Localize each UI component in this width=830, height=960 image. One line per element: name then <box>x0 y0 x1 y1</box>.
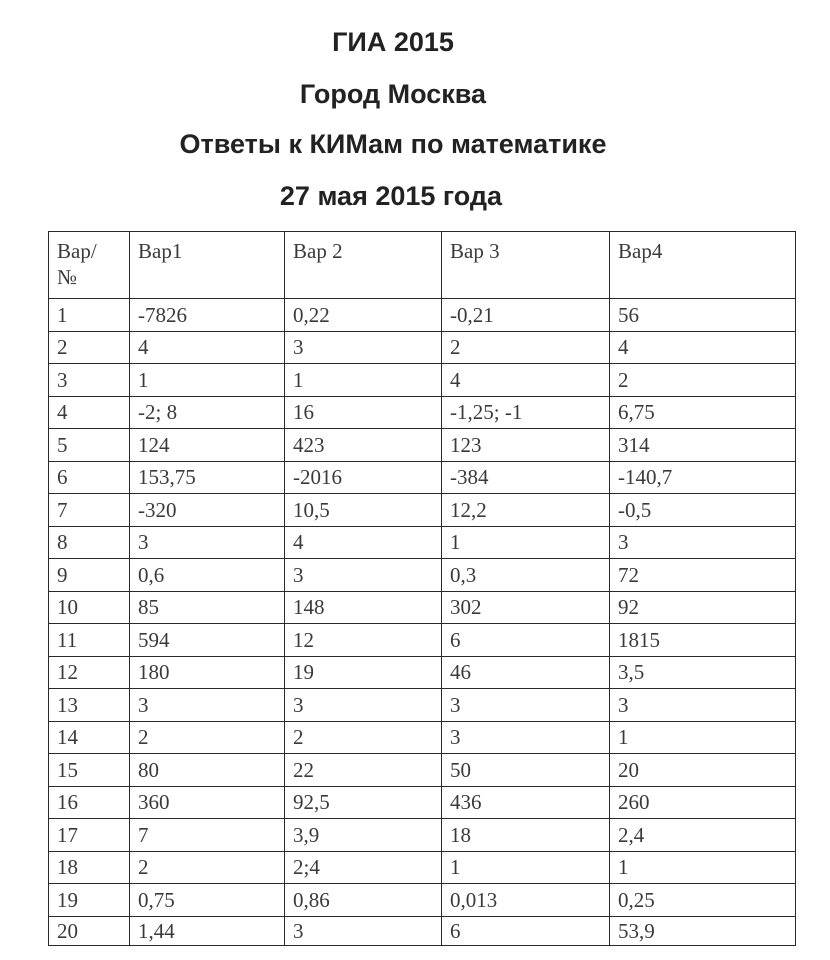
variant-3-cell: 50 <box>442 754 610 787</box>
variant-2-header: Вар 2 <box>285 232 442 299</box>
variant-1-cell: 3 <box>130 526 285 559</box>
table-row <box>49 364 796 397</box>
variant-1-cell: 0,75 <box>130 884 285 917</box>
variant-3-header: Вар 3 <box>442 232 610 299</box>
variant-4-cell: 1815 <box>610 624 796 657</box>
variant-4-cell: 53,9 <box>610 916 796 945</box>
variant-4-cell: 6,75 <box>610 396 796 429</box>
city-title: Город Москва <box>299 79 487 109</box>
variant-4-cell: 4 <box>610 331 796 364</box>
table-row <box>49 591 796 624</box>
exam-title: ГИА 2015 <box>332 27 454 57</box>
table-row <box>49 851 796 884</box>
question-number-cell: 17 <box>49 819 130 852</box>
variant-4-header: Вар4 <box>610 232 796 299</box>
variant-3-cell: 0,013 <box>442 884 610 917</box>
variant-1-cell: 85 <box>130 591 285 624</box>
variant-3-cell: 0,3 <box>442 559 610 592</box>
variant-2-cell: 12 <box>285 624 442 657</box>
variant-3-cell: 1 <box>442 526 610 559</box>
variant-1-cell: 7 <box>130 819 285 852</box>
variant-4-cell: 2,4 <box>610 819 796 852</box>
variant-1-cell: 4 <box>130 331 285 364</box>
question-number-cell: 19 <box>49 884 130 917</box>
table-body <box>49 299 796 946</box>
variant-3-cell: 2 <box>442 331 610 364</box>
question-number-cell: 10 <box>49 591 130 624</box>
subject-title: Ответы к КИМам по математике <box>179 129 607 159</box>
variant-3-cell: 6 <box>442 916 610 945</box>
variant-1-cell: -320 <box>130 494 285 527</box>
table-row <box>49 721 796 754</box>
table-row <box>49 656 796 689</box>
table-row <box>49 786 796 819</box>
question-number-cell: 8 <box>49 526 130 559</box>
variant-2-cell: -2016 <box>285 461 442 494</box>
variant-4-cell: 2 <box>610 364 796 397</box>
table-row <box>49 396 796 429</box>
variant-2-cell: 19 <box>285 656 442 689</box>
variant-1-cell: 2 <box>130 721 285 754</box>
table-row <box>49 624 796 657</box>
variant-4-cell: 0,25 <box>610 884 796 917</box>
variant-2-cell: 1 <box>285 364 442 397</box>
variant-1-cell: -2; 8 <box>130 396 285 429</box>
question-number-cell: 11 <box>49 624 130 657</box>
variant-2-cell: 423 <box>285 429 442 462</box>
variant-2-cell: 2;4 <box>285 851 442 884</box>
variant-4-cell: 314 <box>610 429 796 462</box>
question-number-cell: 7 <box>49 494 130 527</box>
question-number-cell: 18 <box>49 851 130 884</box>
variant-2-cell: 0,22 <box>285 299 442 332</box>
variant-1-cell: 360 <box>130 786 285 819</box>
variant-3-cell: 6 <box>442 624 610 657</box>
question-number-cell: 9 <box>49 559 130 592</box>
variant-1-cell: 1,44 <box>130 916 285 945</box>
variant-4-cell: 3 <box>610 526 796 559</box>
variant-1-header: Вар1 <box>130 232 285 299</box>
variant-3-cell: 302 <box>442 591 610 624</box>
table-row <box>49 559 796 592</box>
table-header-row <box>49 232 796 299</box>
table-row <box>49 754 796 787</box>
question-number-cell: 14 <box>49 721 130 754</box>
table-row <box>49 299 796 332</box>
variant-3-cell: -384 <box>442 461 610 494</box>
variant-2-cell: 22 <box>285 754 442 787</box>
question-number-cell: 4 <box>49 396 130 429</box>
variant-1-cell: 124 <box>130 429 285 462</box>
variant-1-cell: 0,6 <box>130 559 285 592</box>
variant-2-cell: 92,5 <box>285 786 442 819</box>
variant-2-cell: 4 <box>285 526 442 559</box>
variant-4-cell: 1 <box>610 851 796 884</box>
variant-2-cell: 0,86 <box>285 884 442 917</box>
question-number-cell: 15 <box>49 754 130 787</box>
variant-4-cell: 1 <box>610 721 796 754</box>
variant-4-cell: 72 <box>610 559 796 592</box>
table-row <box>49 494 796 527</box>
variant-1-cell: 180 <box>130 656 285 689</box>
question-number-cell: 20 <box>49 916 130 945</box>
table-row <box>49 526 796 559</box>
variant-1-cell: 153,75 <box>130 461 285 494</box>
table-row <box>49 689 796 722</box>
variant-2-cell: 3 <box>285 689 442 722</box>
question-number-cell: 16 <box>49 786 130 819</box>
variant-3-cell: 123 <box>442 429 610 462</box>
question-number-cell: 13 <box>49 689 130 722</box>
variant-4-cell: 260 <box>610 786 796 819</box>
question-number-cell: 1 <box>49 299 130 332</box>
table-row <box>49 331 796 364</box>
question-number-cell: 6 <box>49 461 130 494</box>
variant-3-cell: 3 <box>442 721 610 754</box>
variant-4-cell: 92 <box>610 591 796 624</box>
variant-2-cell: 16 <box>285 396 442 429</box>
variant-4-cell: -0,5 <box>610 494 796 527</box>
answers-table <box>48 231 796 946</box>
variant-2-cell: 148 <box>285 591 442 624</box>
variant-1-cell: 594 <box>130 624 285 657</box>
variant-4-cell: 56 <box>610 299 796 332</box>
variant-1-cell: 80 <box>130 754 285 787</box>
variant-2-cell: 3 <box>285 916 442 945</box>
table-row <box>49 461 796 494</box>
variant-2-cell: 3,9 <box>285 819 442 852</box>
variant-4-cell: 20 <box>610 754 796 787</box>
variant-4-cell: 3,5 <box>610 656 796 689</box>
variant-3-cell: 4 <box>442 364 610 397</box>
variant-2-cell: 3 <box>285 559 442 592</box>
variant-3-cell: -1,25; -1 <box>442 396 610 429</box>
question-number-cell: 5 <box>49 429 130 462</box>
corner-header-cell: Вар/ № <box>49 232 130 299</box>
table-row <box>49 819 796 852</box>
variant-3-cell: 12,2 <box>442 494 610 527</box>
variant-3-cell: 46 <box>442 656 610 689</box>
variant-2-cell: 3 <box>285 331 442 364</box>
question-number-cell: 12 <box>49 656 130 689</box>
variant-1-cell: 3 <box>130 689 285 722</box>
question-number-cell: 2 <box>49 331 130 364</box>
table-row <box>49 916 796 945</box>
exam-date: 27 мая 2015 года <box>279 181 503 211</box>
variant-3-cell: 3 <box>442 689 610 722</box>
table-row <box>49 884 796 917</box>
variant-1-cell: 1 <box>130 364 285 397</box>
variant-3-cell: -0,21 <box>442 299 610 332</box>
table-row <box>49 429 796 462</box>
variant-4-cell: -140,7 <box>610 461 796 494</box>
variant-2-cell: 10,5 <box>285 494 442 527</box>
variant-1-cell: -7826 <box>130 299 285 332</box>
variant-2-cell: 2 <box>285 721 442 754</box>
variant-3-cell: 18 <box>442 819 610 852</box>
question-number-cell: 3 <box>49 364 130 397</box>
variant-3-cell: 436 <box>442 786 610 819</box>
variant-4-cell: 3 <box>610 689 796 722</box>
variant-3-cell: 1 <box>442 851 610 884</box>
variant-1-cell: 2 <box>130 851 285 884</box>
